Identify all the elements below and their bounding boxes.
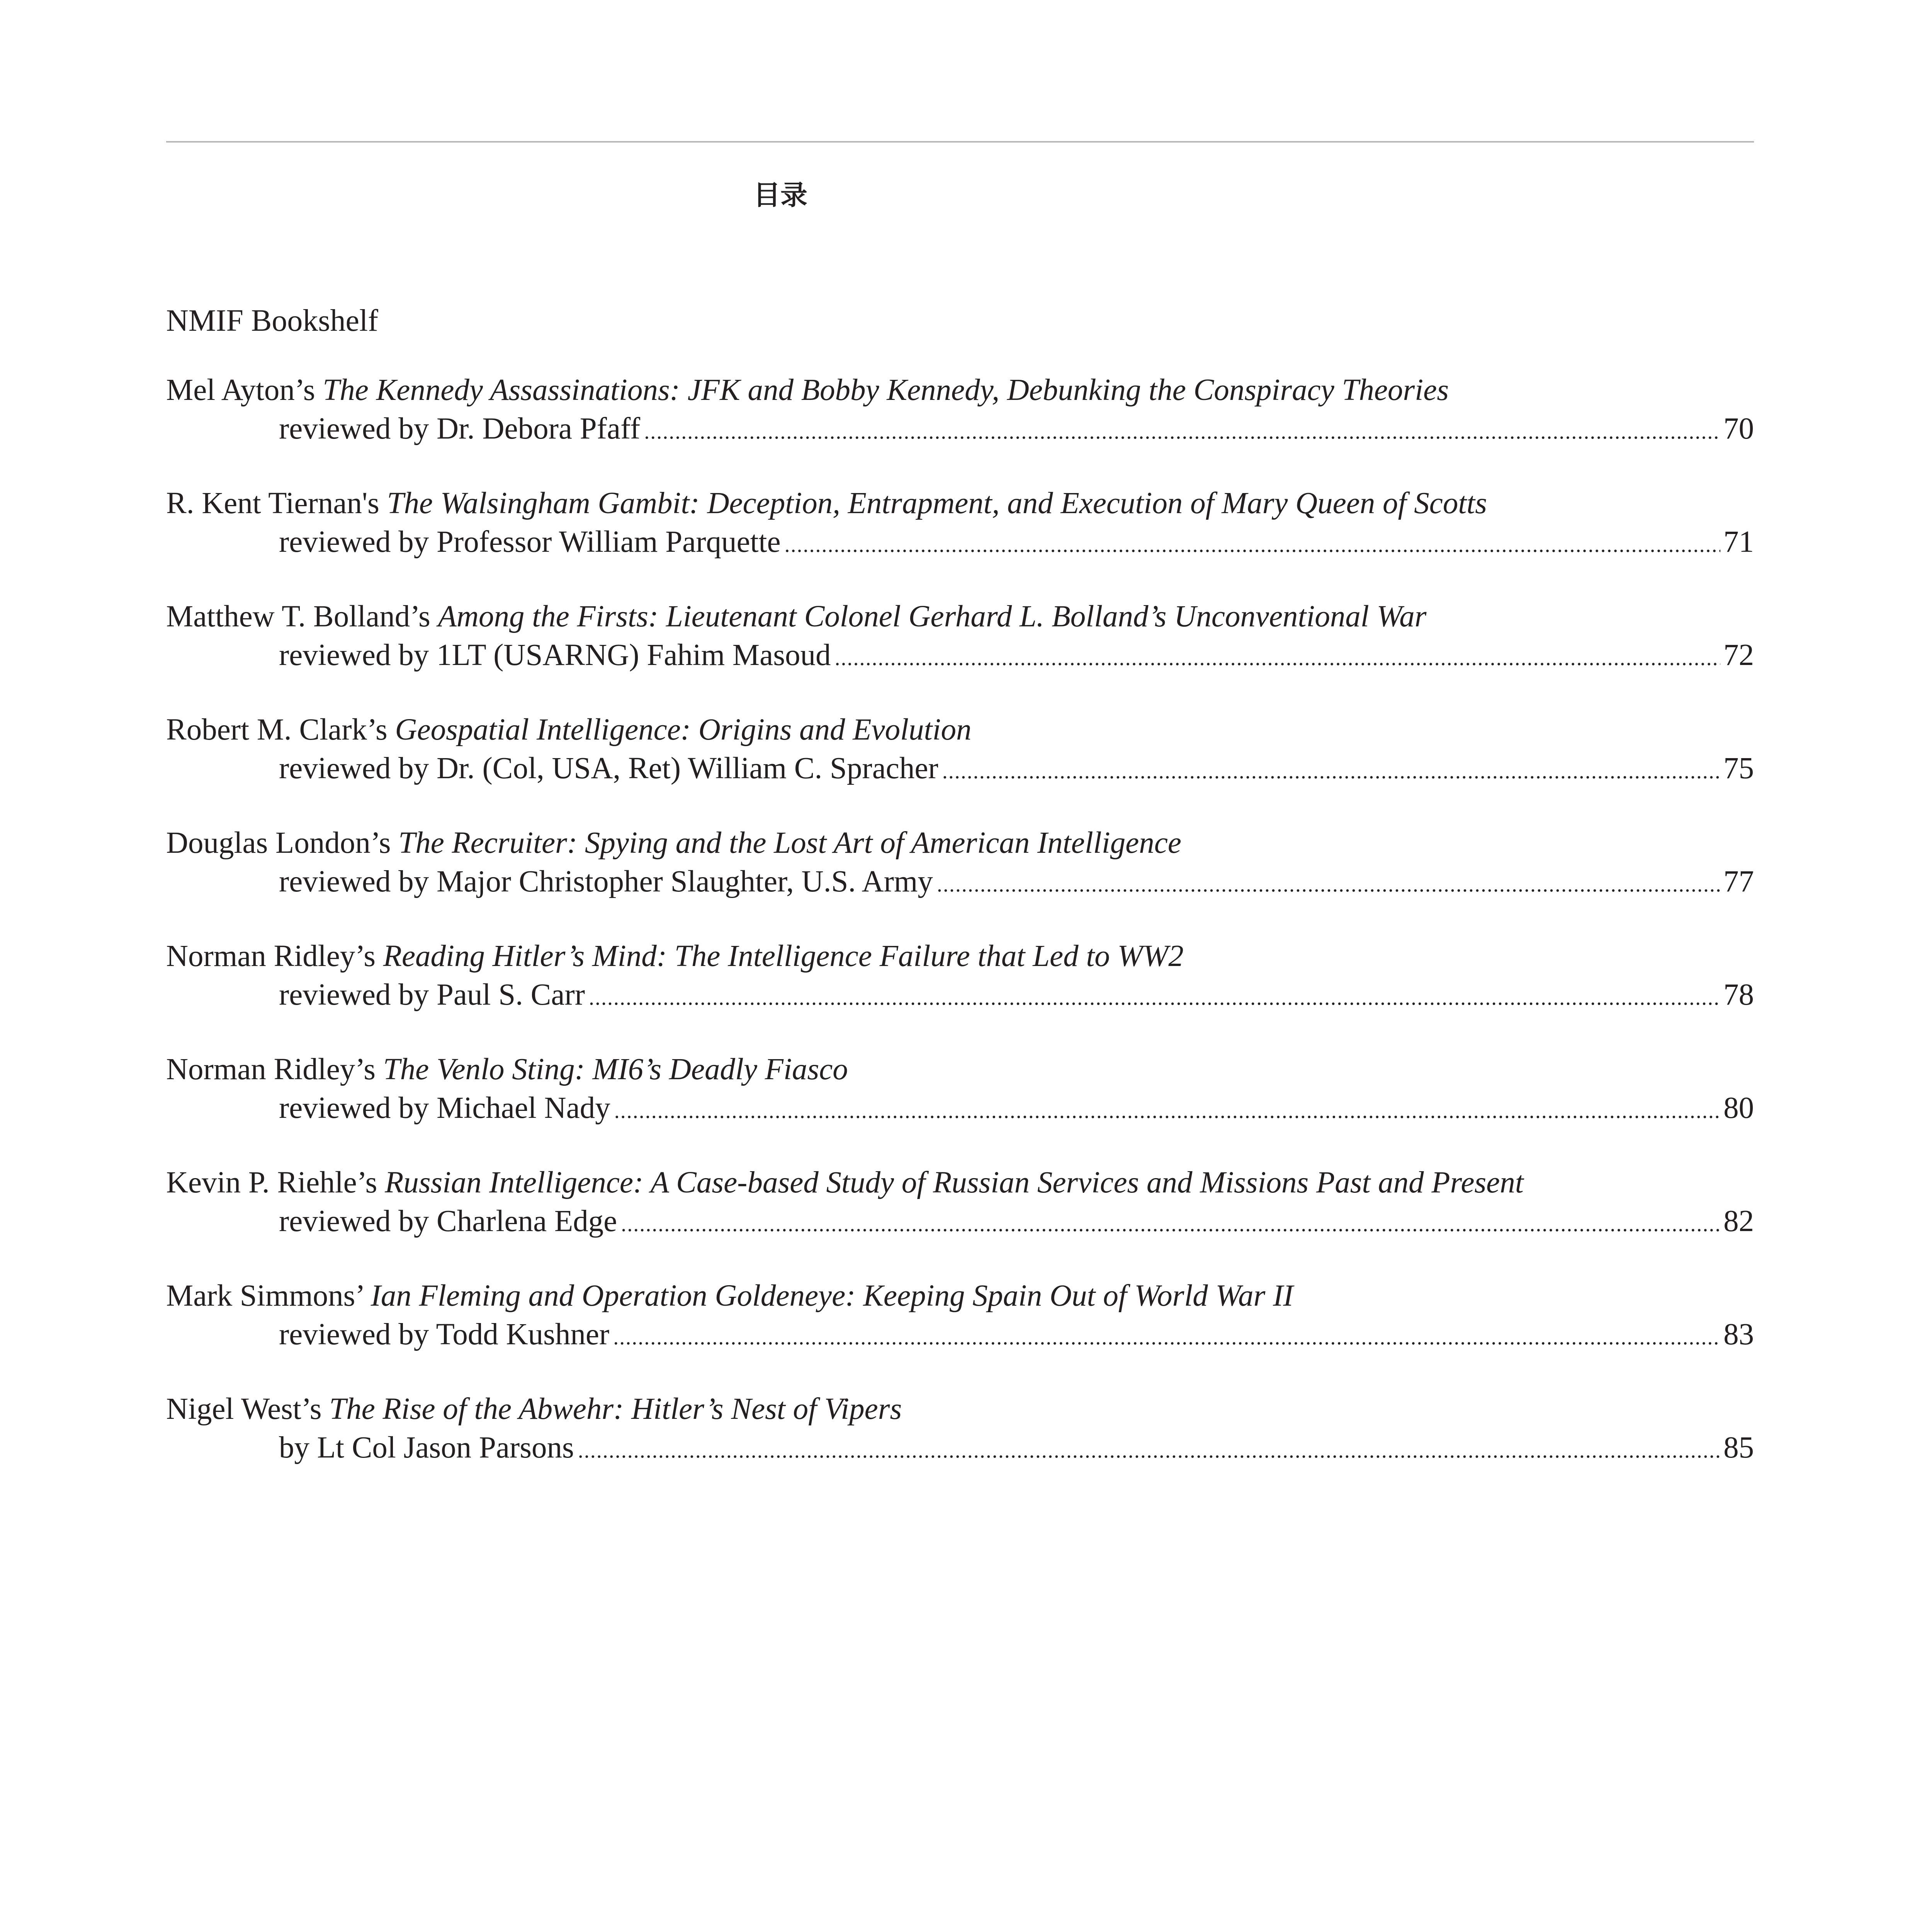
entry-page-number: 75 (1723, 752, 1754, 785)
entry-page-number: 80 (1723, 1091, 1754, 1125)
entry-reviewer: reviewed by Paul S. Carr (279, 978, 585, 1012)
entry-page-number: 71 (1723, 525, 1754, 559)
toc-entry[interactable] (166, 1390, 1754, 1503)
entry-reviewer: by Lt Col Jason Parsons (279, 1431, 574, 1464)
dot-leader (644, 412, 1720, 451)
entry-book-title: Among the Firsts: Lieutenant Colonel Gerhard L. Bolland’s Unconventional War (438, 600, 1427, 633)
entry-book-title: The Recruiter: Spying and the Lost Art of American Intelligence (398, 826, 1181, 860)
section-title: NMIF Bookshelf (166, 304, 378, 338)
entry-book-title: Geospatial Intelligence: Origins and Evolution (395, 713, 972, 747)
entry-reviewer: reviewed by Dr. (Col, USA, Ret) William C. Spracher (279, 752, 938, 785)
entry-book-title: The Kennedy Assassinations: JFK and Bobby Kennedy, Debunking the Conspiracy Theories (323, 373, 1449, 407)
dot-leader (937, 865, 1720, 904)
toc-entry[interactable] (166, 937, 1754, 1050)
entry-reviewer: reviewed by 1LT (USARNG) Fahim Masoud (279, 638, 831, 672)
entry-reviewer: reviewed by Dr. Debora Pfaff (279, 412, 641, 446)
toc-entry[interactable] (166, 1163, 1754, 1277)
entry-reviewer: reviewed by Professor William Parquette (279, 525, 781, 559)
entry-reviewer: reviewed by Charlena Edge (279, 1204, 617, 1238)
entry-book-title: The Walsingham Gambit: Deception, Entrapment, and Execution of Mary Queen of Scotts (387, 486, 1487, 520)
entry-reviewer: reviewed by Major Christopher Slaughter, U.S. Army (279, 865, 933, 898)
entry-book-title: Russian Intelligence: A Case-based Study of Russian Services and Missions Past and Present (385, 1166, 1524, 1199)
entry-page-number: 72 (1723, 638, 1754, 672)
dot-leader (834, 639, 1720, 677)
toc-entry[interactable] (166, 1277, 1754, 1390)
entry-author: Kevin P. Riehle’s (166, 1166, 385, 1199)
entry-page-number: 82 (1723, 1204, 1754, 1238)
entry-author: Matthew T. Bolland’s (166, 600, 438, 633)
dot-leader (785, 526, 1720, 564)
entry-page-number: 70 (1723, 412, 1754, 446)
dot-leader (589, 978, 1720, 1017)
entry-book-title: Ian Fleming and Operation Goldeneye: Keeping Spain Out of World War II (370, 1279, 1293, 1313)
entry-author: R. Kent Tiernan's (166, 486, 387, 520)
entry-page-number: 77 (1723, 865, 1754, 898)
entry-book-title: The Rise of the Abwehr: Hitler’s Nest of Vipers (329, 1392, 902, 1426)
entry-page-number: 83 (1723, 1318, 1754, 1351)
entry-page-number: 78 (1723, 978, 1754, 1012)
toc-entry[interactable] (166, 484, 1754, 597)
entry-author: Robert M. Clark’s (166, 713, 395, 747)
toc-entry[interactable] (166, 824, 1754, 937)
toc-entry[interactable] (166, 1050, 1754, 1163)
toc-list (166, 371, 1754, 1503)
top-divider (166, 141, 1754, 143)
entry-author: Douglas London’s (166, 826, 399, 860)
entry-author: Norman Ridley’s (166, 939, 383, 973)
entry-page-number: 85 (1723, 1431, 1754, 1464)
entry-author: Mark Simmons’ (166, 1279, 371, 1313)
entry-reviewer: reviewed by Todd Kushner (279, 1318, 610, 1351)
entry-reviewer: reviewed by Michael Nady (279, 1091, 610, 1125)
dot-leader (578, 1431, 1720, 1470)
dot-leader (942, 752, 1720, 791)
page-heading: 目录 (753, 179, 807, 211)
entry-author: Mel Ayton’s (166, 373, 323, 407)
toc-entry[interactable] (166, 711, 1754, 824)
dot-leader (614, 1092, 1720, 1130)
toc-entry[interactable] (166, 371, 1754, 484)
entry-book-title: The Venlo Sting: MI6’s Deadly Fiasco (383, 1053, 848, 1086)
toc-entry[interactable] (166, 597, 1754, 711)
dot-leader (613, 1318, 1720, 1357)
entry-book-title: Reading Hitler’s Mind: The Intelligence Failure that Led to WW2 (383, 939, 1184, 973)
entry-author: Norman Ridley’s (166, 1053, 383, 1086)
entry-author: Nigel West’s (166, 1392, 330, 1426)
dot-leader (621, 1205, 1720, 1243)
